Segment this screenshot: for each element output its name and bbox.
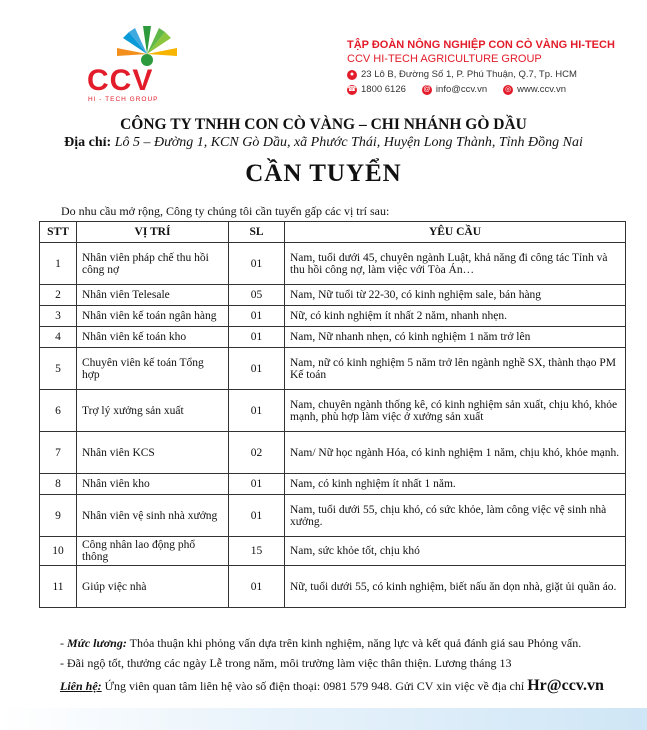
footer-decoration	[0, 708, 647, 730]
company-address	[0, 135, 647, 151]
cell-stt: 6	[40, 390, 77, 432]
cell-stt: 7	[40, 432, 77, 474]
cell-stt: 3	[40, 306, 77, 327]
table-row	[40, 348, 626, 390]
org-name-en: CCV HI-TECH AGRICULTURE GROUP	[347, 53, 542, 65]
cell-stt: 9	[40, 495, 77, 537]
cell-quantity: 02	[229, 432, 285, 474]
cell-position: Trợ lý xưởng sản xuất	[77, 390, 229, 432]
org-name-vn: TẬP ĐOÀN NÔNG NGHIỆP CON CÒ VÀNG HI-TECH	[347, 39, 615, 51]
cell-position: Nhân viên kế toán ngân hàng	[77, 306, 229, 327]
org-contact-line	[347, 84, 615, 95]
cell-stt: 11	[40, 566, 77, 608]
cell-stt: 1	[40, 243, 77, 285]
cell-stt: 4	[40, 327, 77, 348]
location-pin-icon: ●	[347, 70, 357, 80]
cell-requirements: Nữ, có kinh nghiệm ít nhất 2 năm, nhanh nhẹn.	[285, 306, 626, 327]
cell-requirements: Nam, nữ có kinh nghiệm 5 năm trở lên ngành nghề SX, thành thạo PM Kế toán	[285, 348, 626, 390]
salary-label: Mức lương:	[67, 636, 127, 650]
header-requirements: YÊU CẦU	[285, 222, 626, 243]
org-address-line	[347, 69, 615, 80]
cell-stt: 5	[40, 348, 77, 390]
org-address: 23 Lô B, Đường Số 1, P. Phú Thuận, Q.7, Tp. HCM	[361, 69, 577, 80]
contact-text: Ứng viên quan tâm liên hệ vào số điện thoại: 0981 579 948. Gửi CV xin việc về địa chỉ	[104, 679, 525, 693]
cell-stt: 10	[40, 537, 77, 566]
cell-position: Nhân viên kế toán kho	[77, 327, 229, 348]
cell-quantity: 01	[229, 474, 285, 495]
cell-requirements: Nam, sức khỏe tốt, chịu khó	[285, 537, 626, 566]
job-table	[39, 221, 626, 608]
header-position: VỊ TRÍ	[77, 222, 229, 243]
benefits-note: - Đãi ngộ tốt, thưởng các ngày Lễ trong năm, môi trường làm việc thân thiện. Lương tháng 13	[60, 656, 512, 670]
cell-requirements: Nam, có kinh nghiệm ít nhất 1 năm.	[285, 474, 626, 495]
cell-requirements: Nam, tuổi dưới 45, chuyên ngành Luật, khả năng đi công tác Tỉnh và thu hồi công nợ, làm việc với Tòa Án…	[285, 243, 626, 285]
contact-label: Liên hệ:	[60, 679, 102, 693]
cell-quantity: 01	[229, 243, 285, 285]
cell-position: Công nhân lao động phổ thông	[77, 537, 229, 566]
cell-stt: 8	[40, 474, 77, 495]
logo-subtitle: HI - TECH GROUP	[88, 96, 159, 103]
logo-text: CCV	[87, 64, 154, 97]
cell-position: Nhân viên vệ sinh nhà xưởng	[77, 495, 229, 537]
table-row	[40, 306, 626, 327]
cell-position: Nhân viên kho	[77, 474, 229, 495]
table-row	[40, 495, 626, 537]
notes	[60, 633, 581, 673]
cell-requirements: Nam, tuổi dưới 55, chịu khó, có sức khỏe, làm công việc vệ sinh nhà xưởng.	[285, 495, 626, 537]
contact-email[interactable]: Hr@ccv.vn	[527, 677, 604, 694]
cell-position: Nhân viên pháp chế thu hồi công nợ	[77, 243, 229, 285]
salary-text: Thỏa thuận khi phỏng vấn dựa trên kinh nghiệm, năng lực và kết quả đánh giá sau Phỏng vấn.	[129, 636, 582, 650]
table-row	[40, 390, 626, 432]
email-icon: @	[423, 85, 431, 93]
cell-requirements: Nam, Nữ nhanh nhẹn, có kinh nghiệm 1 năm trở lên	[285, 327, 626, 348]
table-row	[40, 566, 626, 608]
table-row	[40, 285, 626, 306]
cell-quantity: 01	[229, 348, 285, 390]
cell-stt: 2	[40, 285, 77, 306]
cell-quantity: 01	[229, 390, 285, 432]
cell-quantity: 05	[229, 285, 285, 306]
cell-quantity: 01	[229, 566, 285, 608]
cell-requirements: Nam/ Nữ học ngành Hóa, có kinh nghiệm 1 năm, chịu khó, khỏe mạnh.	[285, 432, 626, 474]
header-stt: STT	[40, 222, 77, 243]
cell-requirements: Nam, Nữ tuổi từ 22-30, có kinh nghiệm sale, bán hàng	[285, 285, 626, 306]
intro-text: Do nhu cầu mở rộng, Công ty chúng tôi cần tuyển gấp các vị trí sau:	[61, 204, 390, 218]
table-row	[40, 432, 626, 474]
phone-icon: ☎	[347, 85, 357, 93]
page-title: CẦN TUYỂN	[245, 160, 402, 187]
org-email[interactable]: info@ccv.vn	[435, 84, 488, 95]
cell-requirements: Nữ, tuổi dưới 55, có kinh nghiệm, biết nấu ăn dọn nhà, giặt ủi quần áo.	[285, 566, 626, 608]
header-quantity: SL	[229, 222, 285, 243]
address-label: Địa chỉ:	[64, 135, 112, 150]
cell-quantity: 15	[229, 537, 285, 566]
org-website[interactable]: www.ccv.vn	[517, 84, 567, 95]
globe-icon: ◎	[505, 85, 512, 93]
company-name: CÔNG TY TNHH CON CÒ VÀNG – CHI NHÁNH GÒ DẦU	[120, 116, 527, 133]
table-row	[40, 537, 626, 566]
cell-position: Giúp việc nhà	[77, 566, 229, 608]
organization-info	[347, 39, 615, 95]
address-value: Lô 5 – Đường 1, KCN Gò Dầu, xã Phước Thái, Huyện Long Thành, Tỉnh Đồng Nai	[114, 135, 583, 150]
cell-quantity: 01	[229, 306, 285, 327]
org-phone: 1800 6126	[361, 84, 406, 95]
table-row	[40, 327, 626, 348]
salary-note: - Mức lương: Thỏa thuận khi phỏng vấn dựa trên kinh nghiệm, năng lực và kết quả đánh giá sau Phỏng vấn.	[60, 636, 582, 650]
cell-quantity: 01	[229, 495, 285, 537]
table-header-row	[40, 222, 626, 243]
cell-position: Nhân viên KCS	[77, 432, 229, 474]
cell-position: Chuyên viên kế toán Tổng hợp	[77, 348, 229, 390]
cell-quantity: 01	[229, 327, 285, 348]
letterhead	[0, 0, 647, 110]
table-row	[40, 243, 626, 285]
table-row	[40, 474, 626, 495]
contact-line	[60, 677, 604, 695]
cell-requirements: Nam, chuyên ngành thống kê, có kinh nghiệm sản xuất, chịu khó, khỏe mạnh, phù hợp làm việc ở xưởng sản xuất	[285, 390, 626, 432]
cell-position: Nhân viên Telesale	[77, 285, 229, 306]
